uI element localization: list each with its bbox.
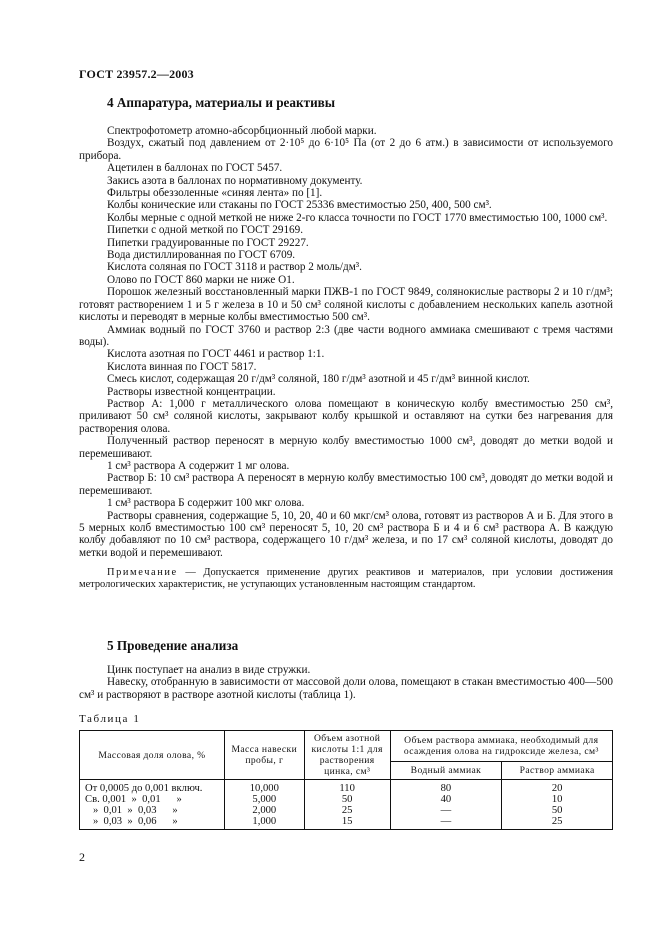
table-cell: 110	[304, 780, 390, 795]
table-cell: 1,000	[224, 816, 304, 830]
note-label: Примечание	[107, 567, 178, 579]
table-cell: 50	[502, 805, 613, 816]
paragraph: Цинк поступает на анализ в виде стружки.	[107, 664, 311, 676]
page-number: 2	[79, 850, 85, 864]
section-5-title: 5 Проведение анализа	[107, 638, 239, 653]
section-4-title: 4 Аппаратура, материалы и реактивы	[107, 95, 336, 110]
table-header-row	[80, 731, 613, 762]
paragraph: Аммиак водный по ГОСТ 3760 и раствор 2:3 (две части водного аммиака смешивают с тремя частями воды).	[79, 323, 613, 348]
paragraph: Пипетки с одной меткой по ГОСТ 29169.	[107, 224, 304, 237]
paragraph: Порошок железный восстановленный марки ПЖВ-1 по ГОСТ 9849, солянокислые растворы 2 и 10 г/дм³; готовят растворением 1 и 5 г железа в 10 и 50 см³ соляной кислоты с добавлением нескольких капель азотной кислоты и переводят в мерные колбы вместимостью 500 см³.	[79, 286, 613, 324]
table-row	[80, 780, 613, 795]
column-group-header: Объем раствора аммиака, необходимый для осаждения олова на гидроксиде железа, см³	[390, 731, 612, 762]
paragraph: Олово по ГОСТ 860 марки не ниже О1.	[107, 273, 295, 286]
table-cell: » 0,03 » 0,06 »	[80, 816, 225, 830]
table-cell: 2,000	[224, 805, 304, 816]
table-row	[80, 816, 613, 830]
column-header: Водный аммиак	[390, 761, 502, 779]
table-cell: 40	[390, 794, 502, 805]
paragraph: Кислота винная по ГОСТ 5817.	[107, 360, 257, 373]
paragraph: Кислота соляная по ГОСТ 3118 и раствор 2 моль/дм³.	[107, 261, 362, 274]
paragraph: Вода дистиллированная по ГОСТ 6709.	[107, 249, 296, 262]
table-cell: Св. 0,001 » 0,01 »	[80, 794, 225, 805]
table-cell: 80	[390, 780, 502, 795]
table-cell: » 0,01 » 0,03 »	[80, 805, 225, 816]
paragraph: 1 см³ раствора А содержит 1 мг олова.	[107, 459, 290, 472]
paragraph: Растворы известной концентрации.	[107, 385, 276, 398]
section-5-body	[79, 664, 613, 701]
column-header: Массовая доля олова, %	[80, 731, 225, 780]
paragraph: Спектрофотометр атомно-абсорбционный любой марки.	[107, 125, 377, 137]
column-header: Масса навески пробы, г	[224, 731, 304, 780]
note	[79, 567, 613, 591]
paragraph: Раствор А: 1,000 г металлического олова помещают в коническую колбу вместимостью 250 см³, приливают 50 см³ соляной кислоты, закрывают колбу крышкой и оставляют на сутки без нагревания для растворения олова.	[79, 397, 613, 435]
paragraph: Кислота азотная по ГОСТ 4461 и раствор 1:1.	[107, 348, 325, 361]
paragraph: Растворы сравнения, содержащие 5, 10, 20, 40 и 60 мкг/см³ олова, готовят из растворов А и Б. Для этого в 5 мерных колб вместимостью 100 см³ переносят 5, 10, 20 см³ раствора Б и 4 и 6 см³ раствора А. В каждую колбу добавляют по 10 см³ раствора, содержащего 10 г/дм³ железа, и по 17 см³ соляной кислоты, доводят до метки водой и перемешивают.	[79, 509, 613, 559]
paragraph: Навеску, отобранную в зависимости от массовой доли олова, помещают в стакан вместимостью 400—500 см³ и растворяют в растворе азотной кислоты (таблица 1).	[79, 676, 613, 701]
paragraph: Полученный раствор переносят в мерную колбу вместимостью 1000 см³, доводят до метки водой и перемешивают.	[79, 435, 613, 460]
paragraph: Фильтры обеззоленные «синяя лента» по [1].	[107, 187, 323, 200]
table-cell: 25	[502, 816, 613, 830]
table-cell: 10	[502, 794, 613, 805]
table-cell: 5,000	[224, 794, 304, 805]
table-cell: 15	[304, 816, 390, 830]
paragraph: Раствор Б: 10 см³ раствора А переносят в мерную колбу вместимостью 100 см³, доводят до метки водой и перемешивают.	[79, 472, 613, 497]
paragraph: Смесь кислот, содержащая 20 г/дм³ соляной, 180 г/дм³ азотной и 45 г/дм³ винной кислот.	[107, 373, 530, 386]
paragraph: Закись азота в баллонах по нормативному документу.	[107, 174, 363, 187]
table-cell: От 0,0005 до 0,001 включ.	[80, 780, 225, 795]
paragraph: Пипетки градуированные по ГОСТ 29227.	[107, 236, 309, 249]
table-cell: 20	[502, 780, 613, 795]
paragraph: Воздух, сжатый под давлением от 2·10⁵ до 6·10⁵ Па (от 2 до 6 атм.) в зависимости от используемого прибора.	[79, 137, 613, 162]
table-cell: 50	[304, 794, 390, 805]
table-row	[80, 805, 613, 816]
paragraph: Колбы мерные с одной меткой не ниже 2-го класса точности по ГОСТ 1770 вместимостью 100, 1000 см³.	[107, 211, 608, 224]
column-header: Раствор аммиака	[502, 761, 613, 779]
table-cell: —	[390, 816, 502, 830]
paragraph: 1 см³ раствора Б содержит 100 мкг олова.	[107, 497, 305, 510]
paragraph: Колбы конические или стаканы по ГОСТ 25336 вместимостью 250, 400, 500 см³.	[107, 199, 492, 212]
column-header: Объем азотной кислоты 1:1 для растворения цинка, см³	[304, 731, 390, 780]
table-cell: 10,000	[224, 780, 304, 795]
table-caption: Таблица 1	[79, 713, 141, 725]
section-4-body	[79, 125, 613, 591]
table-cell: —	[390, 805, 502, 816]
standard-header: ГОСТ 23957.2—2003	[79, 67, 194, 81]
data-table	[79, 730, 613, 830]
note-text: — Допускается применение других реактивов и материалов, при условии достижения метрологических характеристик, не уступающих установленным настоящим стандартом.	[79, 567, 613, 591]
paragraph: Ацетилен в баллонах по ГОСТ 5457.	[107, 162, 283, 175]
table-cell: 25	[304, 805, 390, 816]
table-row	[80, 794, 613, 805]
